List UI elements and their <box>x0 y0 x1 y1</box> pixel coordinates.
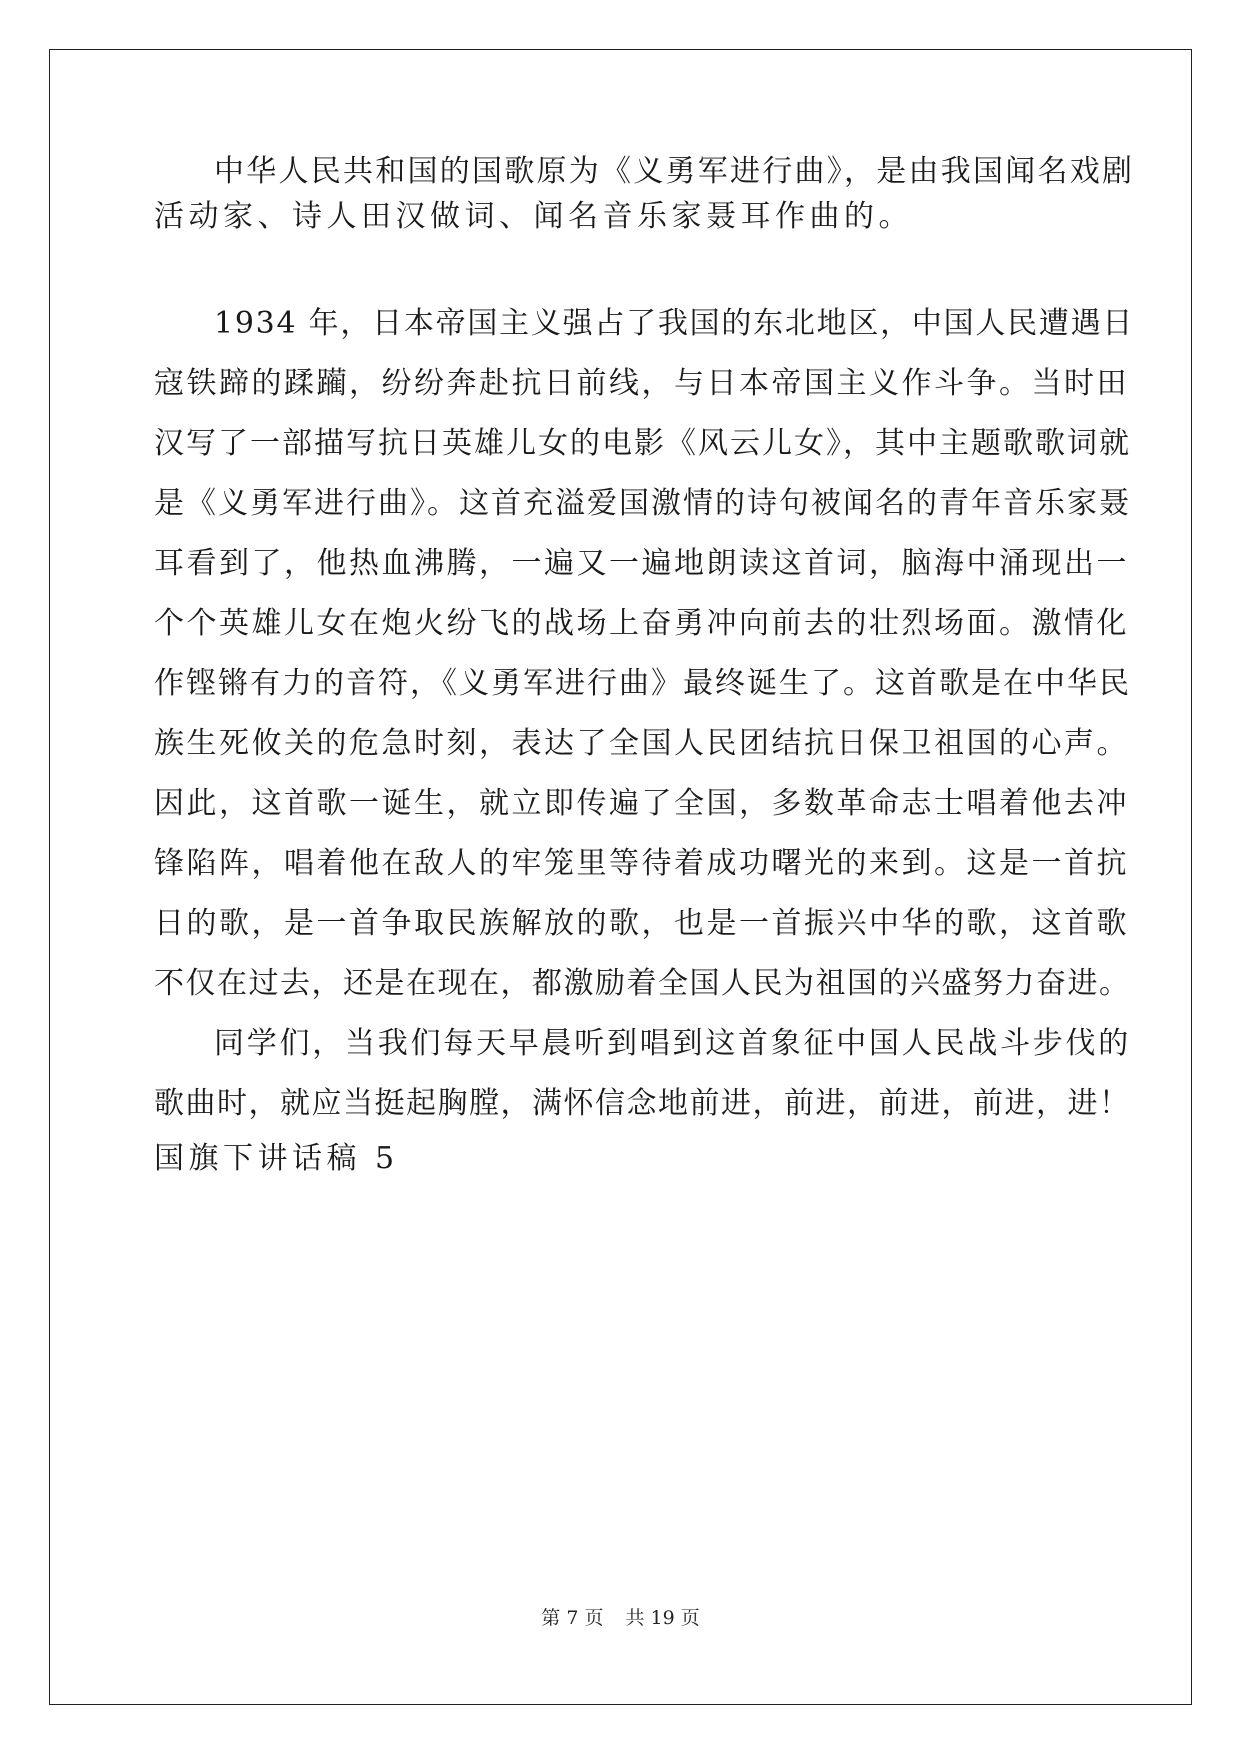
paragraph-2-line-12: 不仅在过去，还是在现在，都激励着全国人民为祖国的兴盛努力奋进。 <box>154 966 1131 1001</box>
paragraph-2-line-6: 个个英雄儿女在炮火纷飞的战场上奋勇冲向前去的壮烈场面。激情化 <box>154 606 1129 641</box>
page-number: 第 7 页 <box>541 1607 604 1629</box>
paragraph-3-line-1: 同学们，当我们每天早晨听到唱到这首象征中国人民战斗步伐的 <box>214 1026 1131 1061</box>
section-heading: 国旗下讲话稿 5 <box>154 1141 399 1176</box>
paragraph-2-line-11: 日的歌，是一首争取民族解放的歌，也是一首振兴中华的歌，这首歌 <box>154 906 1129 941</box>
paragraph-2-line-7: 作铿锵有力的音符，《义勇军进行曲》最终诞生了。这首歌是在中华民 <box>154 666 1131 701</box>
paragraph-2-line-8: 族生死攸关的危急时刻，表达了全国人民团结抗日保卫祖国的心声。 <box>154 726 1129 761</box>
paragraph-2-line-10: 锋陷阵，唱着他在敌人的牢笼里等待着成功曙光的来到。这是一首抗 <box>154 846 1129 881</box>
paragraph-2-line-1: 1934 年，日本帝国主义强占了我国的东北地区，中国人民遭遇日 <box>214 306 1135 341</box>
page-footer <box>0 1605 1241 1631</box>
paragraph-3-line-2: 歌曲时，就应当挺起胸膛，满怀信念地前进，前进，前进，前进，进！ <box>154 1086 1131 1121</box>
paragraph-1-line-2: 活动家、诗人田汉做词、闻名音乐家聂耳作曲的。 <box>154 199 913 234</box>
paragraph-1-line-1: 中华人民共和国的国歌原为《义勇军进行曲》，是由我国闻名戏剧 <box>214 154 1135 189</box>
paragraph-2-line-9: 因此，这首歌一诞生，就立即传遍了全国，多数革命志士唱着他去冲 <box>154 786 1129 821</box>
paragraph-2-line-2: 寇铁蹄的蹂躏，纷纷奔赴抗日前线，与日本帝国主义作斗争。当时田 <box>154 366 1129 401</box>
paragraph-2-line-3: 汉写了一部描写抗日英雄儿女的电影《风云儿女》，其中主题歌歌词就 <box>154 426 1131 461</box>
paragraph-2-line-5: 耳看到了，他热血沸腾，一遍又一遍地朗读这首词，脑海中涌现出一 <box>154 546 1129 581</box>
paragraph-2-line-4: 是《义勇军进行曲》。这首充溢爱国激情的诗句被闻名的青年音乐家聂 <box>154 486 1131 521</box>
page-total: 共 19 页 <box>625 1607 700 1629</box>
